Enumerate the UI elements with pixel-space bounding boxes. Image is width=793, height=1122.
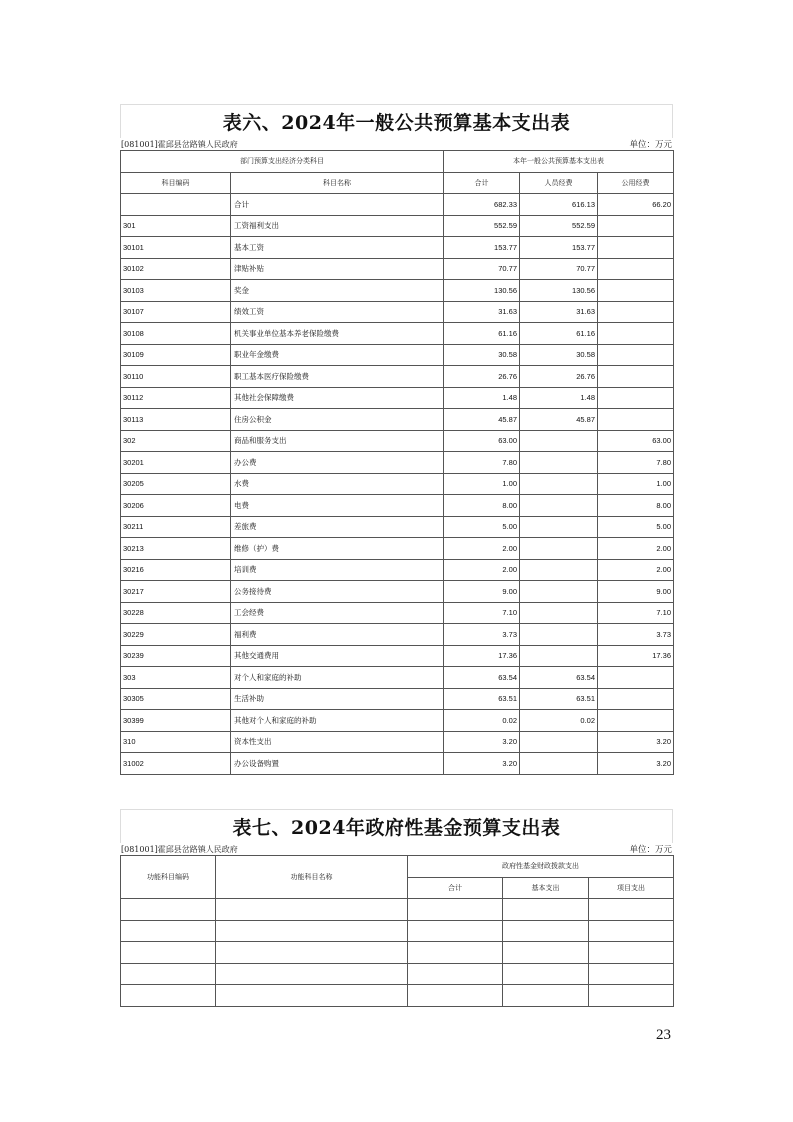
table6-row <box>121 538 674 560</box>
table6-row <box>121 280 674 302</box>
table7-empty-cell <box>121 963 216 985</box>
table6-cell-name: 绩效工资 <box>231 301 444 323</box>
table6-cell-personnel: 61.16 <box>520 323 598 345</box>
table6-cell-total: 5.00 <box>444 516 520 538</box>
table6-column-header-row <box>121 172 674 194</box>
table6-cell-personnel <box>520 559 598 581</box>
table7-col-basic: 基本支出 <box>503 877 589 899</box>
table6-cell-personnel: 63.51 <box>520 688 598 710</box>
table6-cell-total: 130.56 <box>444 280 520 302</box>
table6-cell-personnel: 130.56 <box>520 280 598 302</box>
table6-cell-public: 8.00 <box>598 495 674 517</box>
table6-cell-name: 住房公积金 <box>231 409 444 431</box>
table6-row <box>121 581 674 603</box>
table6-cell-name: 办公费 <box>231 452 444 474</box>
table7-empty-cell <box>121 899 216 921</box>
table6-col-personnel: 人员经费 <box>520 172 598 194</box>
table6-cell-public: 17.36 <box>598 645 674 667</box>
table6-cell-code: 30101 <box>121 237 231 259</box>
table7-row <box>121 963 674 985</box>
table6-cell-code: 30211 <box>121 516 231 538</box>
table6-cell-personnel: 1.48 <box>520 387 598 409</box>
table6-cell-code: 30201 <box>121 452 231 474</box>
table6-cell-public: 63.00 <box>598 430 674 452</box>
table6-cell-code <box>121 194 231 216</box>
table6-cell-public: 3.20 <box>598 753 674 775</box>
table6-org: [081001]霍邱县岔路镇人民政府 <box>121 140 238 149</box>
table6-row <box>121 194 674 216</box>
table6-col-public: 公用经费 <box>598 172 674 194</box>
table6-cell-code: 30229 <box>121 624 231 646</box>
table6-cell-personnel: 0.02 <box>520 710 598 732</box>
table6-row <box>121 516 674 538</box>
table7-empty-cell <box>589 985 674 1007</box>
table7-empty-cell <box>408 899 503 921</box>
table6-cell-code: 30102 <box>121 258 231 280</box>
table6-row <box>121 237 674 259</box>
table6-row <box>121 473 674 495</box>
table6-cell-code: 30108 <box>121 323 231 345</box>
table6-row <box>121 667 674 689</box>
table6-row <box>121 559 674 581</box>
table6-cell-code: 30112 <box>121 387 231 409</box>
table6-cell-name: 生活补助 <box>231 688 444 710</box>
table6-row <box>121 731 674 753</box>
table6-cell-public: 3.20 <box>598 731 674 753</box>
table6-cell-personnel <box>520 731 598 753</box>
table7-empty-cell <box>216 899 408 921</box>
table6-cell-code: 301 <box>121 215 231 237</box>
table7-empty-cell <box>589 963 674 985</box>
table6-cell-name: 电费 <box>231 495 444 517</box>
table6-cell-personnel <box>520 624 598 646</box>
table7-empty-cell <box>216 985 408 1007</box>
table6-cell-code: 30217 <box>121 581 231 603</box>
table6-cell-personnel <box>520 581 598 603</box>
table6-cell-total: 2.00 <box>444 559 520 581</box>
table7-empty-cell <box>408 920 503 942</box>
table6-cell-personnel <box>520 645 598 667</box>
table7-empty-cell <box>216 942 408 964</box>
table6-cell-personnel <box>520 473 598 495</box>
table6-cell-total: 70.77 <box>444 258 520 280</box>
table6-cell-name: 工会经费 <box>231 602 444 624</box>
table6-cell-name: 资本性支出 <box>231 731 444 753</box>
table6-cell-total: 63.51 <box>444 688 520 710</box>
table7-empty-cell <box>589 920 674 942</box>
table6-row <box>121 344 674 366</box>
table6-cell-public <box>598 344 674 366</box>
table6-cell-total: 153.77 <box>444 237 520 259</box>
table6-cell-code: 30213 <box>121 538 231 560</box>
table6-cell-personnel <box>520 495 598 517</box>
table6-cell-code: 302 <box>121 430 231 452</box>
table6-cell-total: 63.00 <box>444 430 520 452</box>
table7-title: 表七、2024年政府性基金预算支出表 <box>232 817 561 839</box>
table6-cell-code: 30107 <box>121 301 231 323</box>
table6-cell-public <box>598 387 674 409</box>
table6-cell-name: 水费 <box>231 473 444 495</box>
table6-cell-name: 工资福利支出 <box>231 215 444 237</box>
table6-cell-name: 培训费 <box>231 559 444 581</box>
table6-cell-name: 津贴补贴 <box>231 258 444 280</box>
table6-cell-name: 商品和服务支出 <box>231 430 444 452</box>
table6-cell-personnel <box>520 430 598 452</box>
table6-meta <box>120 138 673 150</box>
table7-empty-cell <box>121 920 216 942</box>
table6-cell-personnel: 31.63 <box>520 301 598 323</box>
table6-cell-total: 26.76 <box>444 366 520 388</box>
table6-cell-name: 办公设备购置 <box>231 753 444 775</box>
table7-empty-cell <box>503 899 589 921</box>
table6-cell-personnel: 616.13 <box>520 194 598 216</box>
table6-cell-name: 其他对个人和家庭的补助 <box>231 710 444 732</box>
table6-row <box>121 301 674 323</box>
table7-meta <box>120 843 673 855</box>
table6-cell-code: 30110 <box>121 366 231 388</box>
table6-cell-personnel: 552.59 <box>520 215 598 237</box>
table6-cell-total: 9.00 <box>444 581 520 603</box>
table6-cell-code: 30305 <box>121 688 231 710</box>
table6-row <box>121 602 674 624</box>
table6-cell-personnel: 26.76 <box>520 366 598 388</box>
table7-empty-cell <box>589 942 674 964</box>
table6-cell-name: 福利费 <box>231 624 444 646</box>
table6-cell-name: 其他交通费用 <box>231 645 444 667</box>
table6-cell-public: 3.73 <box>598 624 674 646</box>
table6-cell-public: 9.00 <box>598 581 674 603</box>
table6-cell-personnel: 45.87 <box>520 409 598 431</box>
table6-cell-code: 30113 <box>121 409 231 431</box>
table6-cell-public: 1.00 <box>598 473 674 495</box>
table6-cell-personnel <box>520 516 598 538</box>
table6-group-header-row <box>121 151 674 173</box>
table6-cell-personnel <box>520 452 598 474</box>
table6-cell-total: 7.80 <box>444 452 520 474</box>
table7-col-project: 项目支出 <box>589 877 674 899</box>
table7-empty-cell <box>216 920 408 942</box>
table6-cell-total: 30.58 <box>444 344 520 366</box>
table6-row <box>121 495 674 517</box>
table7-empty-cell <box>408 963 503 985</box>
page-number: 23 <box>656 1027 671 1043</box>
table7-empty-cell <box>216 963 408 985</box>
table7-col-total: 合计 <box>408 877 503 899</box>
table6-cell-public: 66.20 <box>598 194 674 216</box>
table6-cell-total: 3.20 <box>444 753 520 775</box>
table6-cell-total: 2.00 <box>444 538 520 560</box>
table6-row <box>121 624 674 646</box>
table6-cell-code: 30239 <box>121 645 231 667</box>
table6-cell-name: 职业年金缴费 <box>231 344 444 366</box>
table6-cell-code: 31002 <box>121 753 231 775</box>
table7-row <box>121 985 674 1007</box>
table6-cell-code: 30103 <box>121 280 231 302</box>
table6-cell-personnel: 153.77 <box>520 237 598 259</box>
table7-empty-cell <box>408 985 503 1007</box>
table6 <box>120 150 674 775</box>
table6-cell-code: 30399 <box>121 710 231 732</box>
table6-row <box>121 366 674 388</box>
table6-cell-total: 8.00 <box>444 495 520 517</box>
table7-empty-cell <box>503 942 589 964</box>
table6-group-header-right: 本年一般公共预算基本支出表 <box>444 151 674 173</box>
table6-row <box>121 452 674 474</box>
table7-header-row-1 <box>121 856 674 878</box>
table6-row <box>121 710 674 732</box>
table6-cell-code: 310 <box>121 731 231 753</box>
table6-cell-total: 45.87 <box>444 409 520 431</box>
table6-row <box>121 753 674 775</box>
table6-section <box>120 104 673 775</box>
table6-cell-public: 2.00 <box>598 559 674 581</box>
table7-section <box>120 809 673 1007</box>
table6-cell-total: 7.10 <box>444 602 520 624</box>
table6-cell-total: 63.54 <box>444 667 520 689</box>
table6-title-box <box>120 104 673 138</box>
table6-cell-public <box>598 409 674 431</box>
table6-cell-name: 基本工资 <box>231 237 444 259</box>
table7-empty-cell <box>589 899 674 921</box>
table7-empty-cell <box>503 920 589 942</box>
table6-cell-public <box>598 323 674 345</box>
table6-cell-total: 31.63 <box>444 301 520 323</box>
table7-title-box <box>120 809 673 843</box>
table6-cell-name: 其他社会保障缴费 <box>231 387 444 409</box>
table6-cell-public: 2.00 <box>598 538 674 560</box>
table6-cell-code: 30109 <box>121 344 231 366</box>
table7-org: [081001]霍邱县岔路镇人民政府 <box>121 845 238 854</box>
table6-cell-name: 合计 <box>231 194 444 216</box>
table6-cell-personnel: 70.77 <box>520 258 598 280</box>
table6-cell-total: 0.02 <box>444 710 520 732</box>
table6-cell-total: 1.00 <box>444 473 520 495</box>
table6-cell-public <box>598 215 674 237</box>
table7-empty-cell <box>503 985 589 1007</box>
table6-row <box>121 387 674 409</box>
table6-cell-personnel <box>520 753 598 775</box>
table6-cell-public <box>598 667 674 689</box>
table6-col-total: 合计 <box>444 172 520 194</box>
table6-cell-public <box>598 280 674 302</box>
table7-row <box>121 899 674 921</box>
table7-empty-cell <box>503 963 589 985</box>
table6-cell-personnel: 63.54 <box>520 667 598 689</box>
table6-cell-total: 61.16 <box>444 323 520 345</box>
table6-cell-personnel <box>520 602 598 624</box>
table6-cell-public <box>598 710 674 732</box>
table6-row <box>121 215 674 237</box>
table6-cell-name: 机关事业单位基本养老保险缴费 <box>231 323 444 345</box>
table6-cell-total: 552.59 <box>444 215 520 237</box>
table7-col-name: 功能科目名称 <box>216 856 408 899</box>
table6-unit: 单位：万元 <box>629 140 672 150</box>
table6-cell-code: 30216 <box>121 559 231 581</box>
table6-cell-code: 303 <box>121 667 231 689</box>
table7-row <box>121 920 674 942</box>
table6-cell-total: 3.73 <box>444 624 520 646</box>
table6-cell-name: 维修（护）费 <box>231 538 444 560</box>
table6-cell-public: 7.10 <box>598 602 674 624</box>
table6-cell-name: 奖金 <box>231 280 444 302</box>
table6-title: 表六、2024年一般公共预算基本支出表 <box>222 112 571 134</box>
table6-cell-total: 682.33 <box>444 194 520 216</box>
table7-unit: 单位：万元 <box>629 845 672 855</box>
table7-empty-cell <box>121 985 216 1007</box>
table6-col-code: 科目编码 <box>121 172 231 194</box>
table6-cell-public: 5.00 <box>598 516 674 538</box>
table6-cell-code: 30205 <box>121 473 231 495</box>
table6-row <box>121 409 674 431</box>
table6-cell-code: 30206 <box>121 495 231 517</box>
table7 <box>120 855 674 1007</box>
table6-cell-public <box>598 366 674 388</box>
table6-cell-name: 对个人和家庭的补助 <box>231 667 444 689</box>
table6-group-header-left: 部门预算支出经济分类科目 <box>121 151 444 173</box>
table6-cell-name: 公务接待费 <box>231 581 444 603</box>
table6-cell-public: 7.80 <box>598 452 674 474</box>
table6-cell-public <box>598 237 674 259</box>
table6-cell-total: 17.36 <box>444 645 520 667</box>
table6-cell-personnel: 30.58 <box>520 344 598 366</box>
table7-col-code: 功能科目编码 <box>121 856 216 899</box>
table6-cell-personnel <box>520 538 598 560</box>
table6-cell-public <box>598 301 674 323</box>
table6-row <box>121 430 674 452</box>
table6-row <box>121 323 674 345</box>
table6-cell-code: 30228 <box>121 602 231 624</box>
table6-row <box>121 645 674 667</box>
table6-cell-public <box>598 258 674 280</box>
table6-cell-total: 1.48 <box>444 387 520 409</box>
table7-empty-cell <box>121 942 216 964</box>
table7-row <box>121 942 674 964</box>
table6-row <box>121 258 674 280</box>
table6-cell-total: 3.20 <box>444 731 520 753</box>
table6-col-name: 科目名称 <box>231 172 444 194</box>
table6-cell-name: 职工基本医疗保险缴费 <box>231 366 444 388</box>
table7-group-header: 政府性基金财政拨款支出 <box>408 856 674 878</box>
table7-empty-cell <box>408 942 503 964</box>
table6-cell-public <box>598 688 674 710</box>
table6-cell-name: 差旅费 <box>231 516 444 538</box>
table6-row <box>121 688 674 710</box>
